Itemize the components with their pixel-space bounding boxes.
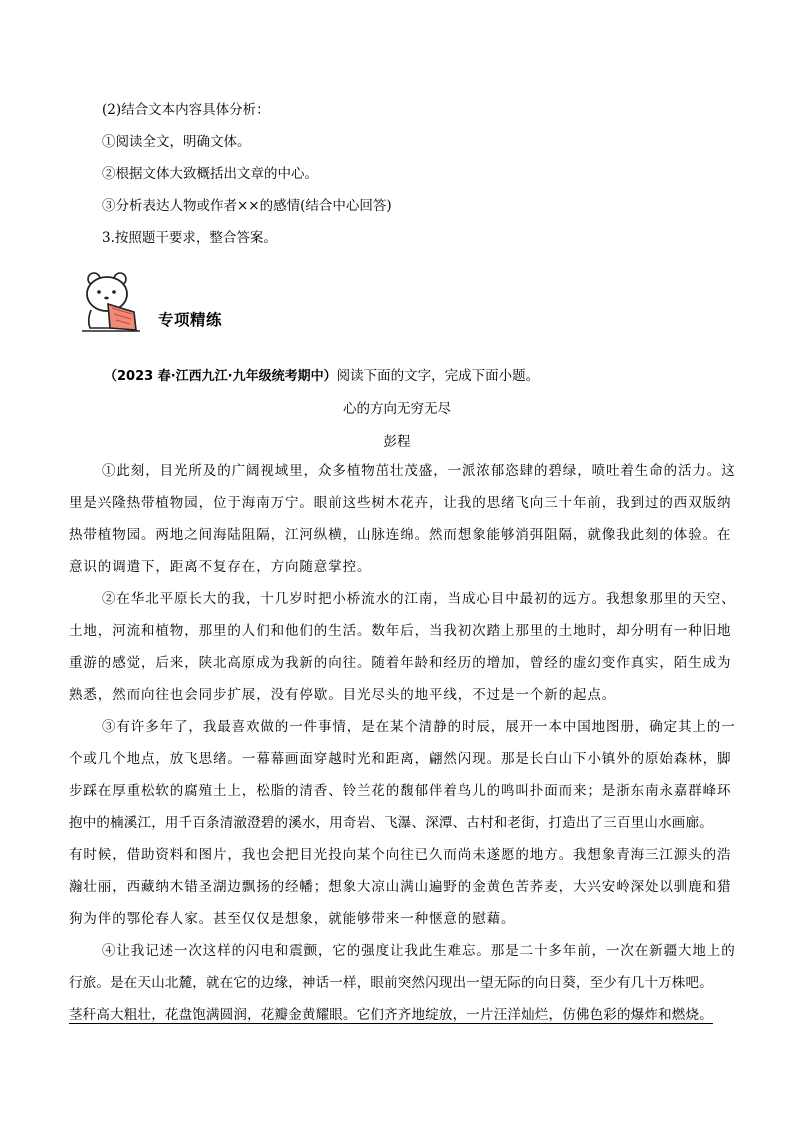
article-title: 心的方向无穷无尽 (343, 401, 451, 417)
article-line: 里是兴隆热带植物园，位于海南万宁。眼前这些树木花卉，让我的思绪飞向三十年前，我到过的西双版纳 (69, 495, 732, 511)
article-line: 重游的感觉，后来，陕北高原成为我新的向往。随着年龄和经历的增加，曾经的虚幻变作真实，陌生成为 (69, 655, 732, 671)
article-line: 热带植物园。两地之间海陆阻隔，江河纵横，山脉连绵。然而想象能够消弭阻隔，就像我此刻的体验。在 (69, 527, 732, 543)
instruction-text: 阅读下面的文字，完成下面小题。 (336, 368, 540, 384)
guide-step2-item: ③分析表达人物或作者××的感情(结合中心回答) (102, 198, 392, 214)
article-line: 意识的调遣下，距离不复存在，方向随意掌控。 (69, 559, 372, 575)
question-source (104, 366, 539, 387)
article-line-underlined: 茎秆高大粗壮，花盘饱满圆润，花瓣金黄耀眼。它们齐齐地绽放，一片汪洋灿烂，仿佛色彩的爆炸和燃烧。 (69, 1007, 713, 1023)
article-line: 抱中的楠溪江，用千百条清澈澄碧的溪水，用奇岩、飞瀑、深潭、古村和老街，打造出了三百里山水画廊。 (69, 815, 713, 831)
article-line: ④让我记述一次这样的闪电和震颤，它的强度让我此生难忘。那是二十多年前，一次在新疆大地上的 (102, 943, 736, 959)
section-title: 专项精练 (158, 311, 223, 329)
guide-step2-item: ②根据文体大致概括出文章的中心。 (102, 166, 318, 182)
article-line: 熟悉，然而向往也会同步扩展，没有停歇。目光尽头的地平线，不过是一个新的起点。 (69, 687, 617, 703)
article-line: ③有许多年了，我最喜欢做的一件事情，是在某个清静的时辰，展开一本中国地图册，确定其上的一 (102, 719, 736, 735)
article-line: 行旅。是在天山北麓，就在它的边缘，神话一样，眼前突然闪现出一望无际的向日葵，至少有几十万株吧。 (69, 975, 713, 991)
article-line: 瀚壮丽，西藏纳木错圣湖边飘扬的经幡；想象大凉山满山遍野的金黄色苦荞麦，大兴安岭深处以驯鹿和猎 (69, 879, 732, 895)
guide-step2-item: ①阅读全文，明确文体。 (102, 134, 251, 150)
article-line: 狗为伴的鄂伦春人家。甚至仅仅是想象，就能够带来一种惬意的慰藉。 (69, 911, 516, 927)
article-author: 彭程 (383, 434, 411, 450)
guide-step3: 3.按照题干要求，整合答案。 (102, 230, 277, 246)
source-tag: （2023 春·江西九江·九年级统考期中） (104, 369, 337, 384)
article-line: ①此刻，目光所及的广阔视域里，众多植物茁壮茂盛，一派浓郁恣肆的碧绿，喷吐着生命的活力。这 (102, 463, 736, 479)
article-line: ②在华北平原长大的我，十几岁时把小桥流水的江南，当成心目中最初的远方。我想象那里的天空、 (102, 591, 736, 607)
article-line: 个或几个地点，放飞思绪。一幕幕画面穿越时光和距离，翩然闪现。那是长白山下小镇外的原始森林，脚 (69, 751, 732, 767)
article-line: 步踩在厚重松软的腐殖土上，松脂的清香、铃兰花的馥郁伴着鸟儿的鸣叫扑面而来；是浙东南永嘉群峰环 (69, 783, 732, 799)
article-line: 有时候，借助资料和图片，我也会把目光投向某个向往已久而尚未遂愿的地方。我想象青海三江源头的浩 (69, 847, 732, 863)
article-line: 土地，河流和植物，那里的人们和他们的生活。数年后，当我初次踏上那里的土地时，却分明有一种旧地 (69, 623, 732, 639)
guide-step2-heading: (2)结合文本内容具体分析： (102, 102, 270, 118)
bear-reading-icon (78, 270, 144, 334)
